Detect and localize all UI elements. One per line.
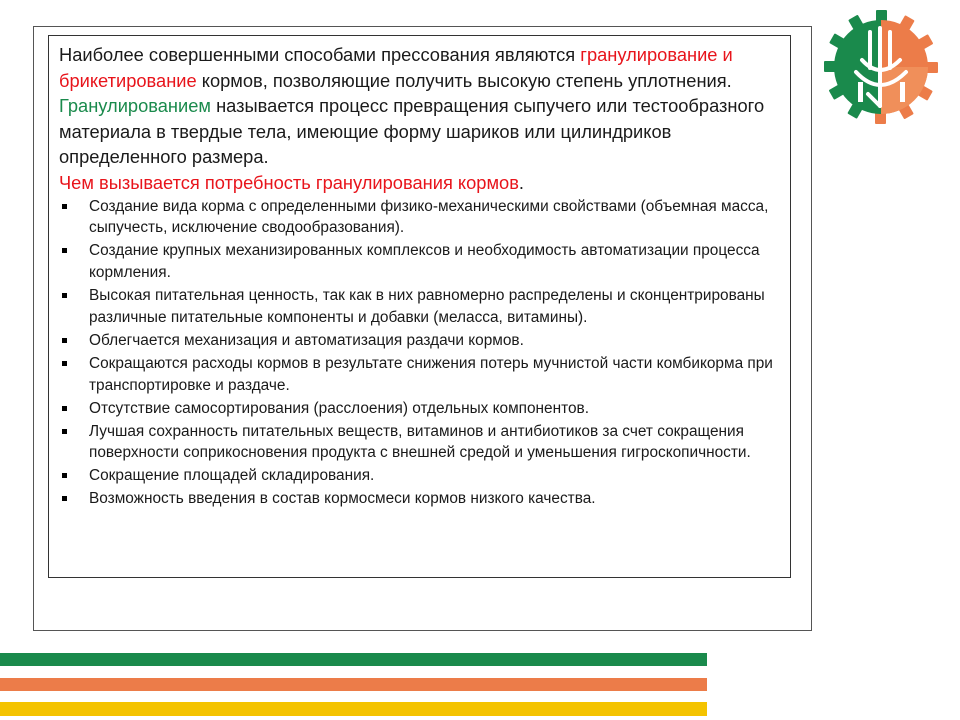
list-item: Сокращаются расходы кормов в результате снижения потерь мучнистой части комбикорма при транспортировке и раздаче. [59,353,784,397]
gear-logo-icon [824,10,938,124]
list-item: Возможность введения в состав кормосмеси кормов низкого качества. [59,488,784,510]
question-dot: . [518,171,524,193]
definition-text: называется процесс превращения сыпучего или тестообразного материала в твердые тела, имеющие форму шариков или цилиндриков определенного размера. [59,95,765,168]
decor-stripe-orange [0,678,707,691]
list-item: Отсутствие самосортирования (расслоения) отдельных компонентов. [59,398,784,420]
intro-paragraph [59,42,784,93]
university-logo [822,8,940,126]
definition-paragraph [59,93,784,170]
list-item: Сокращение площадей складирования. [59,465,784,487]
intro-highlight-red: гранулирование и брикетирование [59,44,733,91]
intro-text-end: кормов, позволяющие получить высокую степень уплотнения. [196,69,732,91]
question-text: Чем вызывается потребность гранулирования кормов [59,171,519,193]
list-item: Высокая питательная ценность, так как в них равномерно распределены и сконцентрированы различные питательные компоненты и добавки (меласса, витамины). [59,285,784,329]
list-item: Создание крупных механизированных комплексов и необходимость автоматизации процесса кормления. [59,240,784,284]
intro-text-start: Наиболее совершенными способами прессования являются [59,44,581,65]
slide-content [59,42,784,511]
question-heading [59,170,784,196]
reasons-list [59,196,784,511]
list-item: Облегчается механизация и автоматизация раздачи кормов. [59,330,784,352]
decor-stripe-green [0,653,707,666]
list-item: Лучшая сохранность питательных веществ, витаминов и антибиотиков за счет сокращения поверхности соприкосновения продукта с внешней средой и уменьшения гигроскопичности. [59,421,784,465]
definition-term: Гранулированием [59,95,211,117]
decor-stripe-yellow [0,702,707,716]
list-item: Создание вида корма с определенными физико-механическими свойствами (объемная масса, сыпучесть, исключение сводообразования). [59,196,784,240]
